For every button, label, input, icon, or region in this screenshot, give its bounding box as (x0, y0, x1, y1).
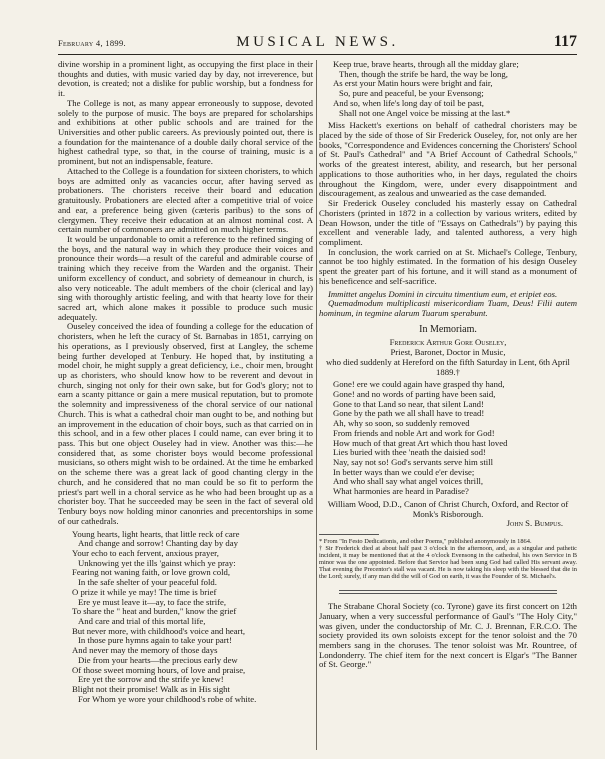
paragraph: It would be unpardonable to omit a reference to the refined singing of the boys, and the natural way in which they produce their voices and pronounce their words—a result of the careful and admirable course of training which they receive from the Warden and the organist. Their uniform excellency of conduct, and sobriety of demeanour in church, is also very noticeable. The adult members of the choir (clerical and lay) sing with thoroughly artistic feeling, and with that hearty love for their sacred art, which alone makes it possible to produce such music adequately. (58, 233, 313, 322)
memoriam-title: In Memoriam. (419, 323, 477, 335)
poem-continued (319, 60, 577, 118)
poem-line: Keep true, brave hearts, through all the midday glare; (333, 59, 519, 69)
poem-line: To share the " heat and burden," know the grief (72, 606, 237, 617)
poem-line: Ah, why so soon, so suddenly removed (333, 418, 470, 429)
right-column (319, 60, 577, 670)
poem-line: Unknowing yet the ills 'gainst which ye pray: (78, 557, 236, 568)
paragraph: Attached to the College is a foundation for sixteen choristers, to which boys are admitted only as vacancies occur, after having served as probationers. The choristers receive their board and education gratuitously. Probationers are elected after a competitive trial of voice and ear, a preference being given (cæteris paribus) to the sons of clergymen. They receive their education at an almost nominal cost. A certain number of commoners are admitted on much higher terms. (58, 165, 313, 235)
latin-quote: Quemadmodum multiplicasti misericordiam Tuam, Deus! Filii autem hominum, in tegmine alarum Tuarum sperabunt. (319, 298, 577, 318)
poem-line: Ere yet the sorrow and the strife ye knew! (78, 674, 224, 685)
page-number: 117 (553, 33, 577, 50)
poem-line: Blight not their promise! Walk as in His sight (72, 684, 230, 694)
poem-line: Gone by the path we all shall have to tread! (333, 408, 485, 419)
poem-line: Ere ye must leave it—ay, to face the strife, (78, 596, 227, 607)
poem-line: Shall not one Angel voice be missing at the last.* (339, 107, 511, 118)
signature-bumpus: John S. Bumpus. (506, 518, 563, 529)
poem-line: And who shall say what angel voices thrill, (333, 476, 484, 487)
memoriam-poem (319, 380, 577, 497)
poem-line: And change and sorrow! Chanting day by day (78, 538, 238, 549)
footnote-rule (319, 534, 379, 535)
section-divider (339, 590, 557, 594)
latin-quote: Immittet angelus Domini in circuitu timentium eum, et eripiet eos. (328, 288, 558, 299)
column-divider (316, 60, 317, 750)
poem-line: What harmonies are heard in Paradise? (333, 486, 469, 497)
paragraph: Miss Hackett's exertions on behalf of cathedral choristers may be placed by the side of those of Sir Frederick Ouseley, for, not only are her books, "Correspondence and Evidences concerning the Choristers' School of St. Paul's Cathedral" and "A Brief Account of Cathedral Schools," works of the greatest interest, ability, and research, but her personal applications to those authorities who, in her days, regulated the choirs throughout the Kingdom, were, under every disappointment and discouragement, as zealous and unwearied as the case demanded. (319, 120, 577, 199)
paragraph: Ouseley conceived the idea of founding a college for the education of choristers, when he left the curacy of St. Barnabas in 1851, carrying on his operations, as I previously observed, first at Langley, the scheme being further developed at Tenbury. He hoped that, by instituting a model choir, he might supply a great deficiency, i.e., choir men, brought up as choristers, who should know how to be reverent and devout in church, singing not only for their own sake, but for God's glory; not to earn a scanty pittance or gain a mere musical reputation, but to promote the solemnity and impressiveness of the choral service of our national Church. This is what a cathedral choir man ought to be, and nothing but an improvement in the education of choir boys, such as that carried on in this school, and in a few other places I could name, can ever bring it to pass. This but one object Ouseley had in view. Another was this:—he considered that, as some chorister boys would become professional musicians, so others might wish to be ordained. At the time he embarked on the scheme there was a great lack of good chanting clergy in the church, and he considered that no man could be so fit to perform the priest's part well in a choral service as he who had been brought up as a chorister boy. That he succeeded may be seen in the fact of several old Tenbury boys now holding minor canonries and precentorships in some of our cathedrals. (58, 321, 313, 526)
header-rule (58, 54, 577, 55)
poem-line: And never may the memory of those days (72, 645, 218, 656)
poem-line: Fearing not waning faith, or love grown cold, (72, 567, 231, 578)
poem-line: In the safe shelter of your peaceful fold. (78, 577, 217, 588)
memoriam-name: Frederick Arthur Gore Ouseley, (389, 337, 507, 348)
issue-date: February 4, 1899. (58, 38, 126, 48)
paragraph: The College is not, as many appear erroneously to suppose, devoted solely to the purpose of music. The boys are prepared for scholarships and exhibitions at other public schools and are trained for the Universities and other public careers. As previously pointed out, there is a foundation for the maintenance of a double daily choral service of the highest cathedral type, so that, in the course of training, music is a prominent, but not an indispensable, feature. (58, 97, 313, 167)
poem-line: In those pure hymns again to take your part! (78, 635, 232, 646)
poem-line: Of those sweet morning hours, of love and praise, (72, 664, 246, 675)
footnote: † Sir Frederick died at about half past 3 o'clock in the afternoon, and, as a singular and pathetic incident, it may be mentioned that at the 4 o'clock Evensong in the cathedral, his own Service in B minor was the one appointed. Before that Service had been sung God had called His servant away. That evening the Precentor's stall was vacant. He is now taking his sleep with the blessed that die in the Lord; surely, if any man did the will of God on earth, it was the Founder of St. Michael's. (319, 545, 577, 581)
poem-line: Then, though the strife be hard, the way be long, (339, 68, 508, 79)
poem-line: How much of that great Art which thou hast loved (333, 437, 508, 448)
poem-line: Gone! and no words of parting have been said, (333, 389, 496, 399)
poem-line: But never more, with childhood's voice and heart, (72, 625, 246, 636)
poem-line: From friends and noble Art and work for God! (333, 427, 495, 438)
masthead-title: MUSICAL NEWS. (236, 34, 399, 50)
poem-line: Lies buried with thee 'neath the daisied sod! (333, 447, 486, 458)
poem-line: Your echo to each fervent, anxious prayer, (72, 547, 219, 558)
poem-line: So, pure and peaceful, be your Evensong; (339, 88, 484, 99)
poem-line: Die from your hearts—the precious early dew (78, 654, 238, 665)
poem-line: Gone! ere we could again have grasped thy hand, (333, 379, 505, 390)
poem-line: For Whom ye wore your childhood's robe of white. (78, 693, 257, 704)
page-header (58, 34, 577, 52)
footnote: * From "In Festo Dedicationis, and other Poems," published anonymously in 1864. (319, 538, 532, 546)
poem-choristers (58, 530, 313, 705)
paragraph: The Strabane Choral Society (co. Tyrone) gave its first concert on 12th January, when a very successful performance of Gaul's "The Holy City," was given, under the conductorship of Mr. C. J. Brennan, F.R.C.O. The society provided its own soloists except for the tenor soloist and the 70 members sang in the choruses. The tenor soloist was Mr. Rountree, of Londonderry. The chief item for the next concert is Elgar's "The Banner of St. George." (319, 601, 577, 670)
poem-line: As erst your Matin hours were bright and fair, (333, 78, 493, 89)
paragraph: Sir Frederick Ouseley concluded his masterly essay on Cathedral Choristers (printed in 1872 in a collection by various writers, edited by Dean Howson, under the title of "Essays on Cathedrals") by paying this excellent and venerable lady, and talented authoress, a very high compliment. (319, 198, 577, 247)
memoriam-died: who died suddenly at Hereford on the fifth Saturday in Lent, 6th April 1889.† (326, 356, 570, 377)
left-column (58, 60, 313, 707)
paragraph: divine worship in a prominent light, as occupying the first place in their thoughts and duties, with music varied day by day, not irreverence, but devotion, is created; not a dislike for public worship, but a fondness for it. (58, 59, 313, 99)
poem-line: O prize it while ye may! The time is brief (72, 586, 217, 597)
poem-line: Gone to that Land so near, that silent Land! (333, 398, 484, 409)
memoriam-role: Priest, Baronet, Doctor in Music, (390, 347, 506, 358)
poem-line: Young hearts, light hearts, that little reck of care (72, 528, 240, 539)
signature-wood: William Wood, D.D., Canon of Christ Church, Oxford, and Rector of Monk's Risborough. (327, 498, 569, 519)
poem-line: Nay, say not so! God's servants serve him still (333, 457, 494, 468)
poem-line: And care and trial of this mortal life, (78, 615, 206, 626)
poem-line: And so, when life's long day of toil be past, (333, 97, 484, 108)
paragraph: In conclusion, the work carried on at St. Michael's College, Tenbury, cannot be too highly estimated. In the formation of his design Ouseley spent the greater part of his fortune, and it will stand as a monument of his beneficence and self-sacrifice. (319, 246, 577, 286)
poem-line: In better ways than we could e'er devise; (333, 466, 475, 477)
